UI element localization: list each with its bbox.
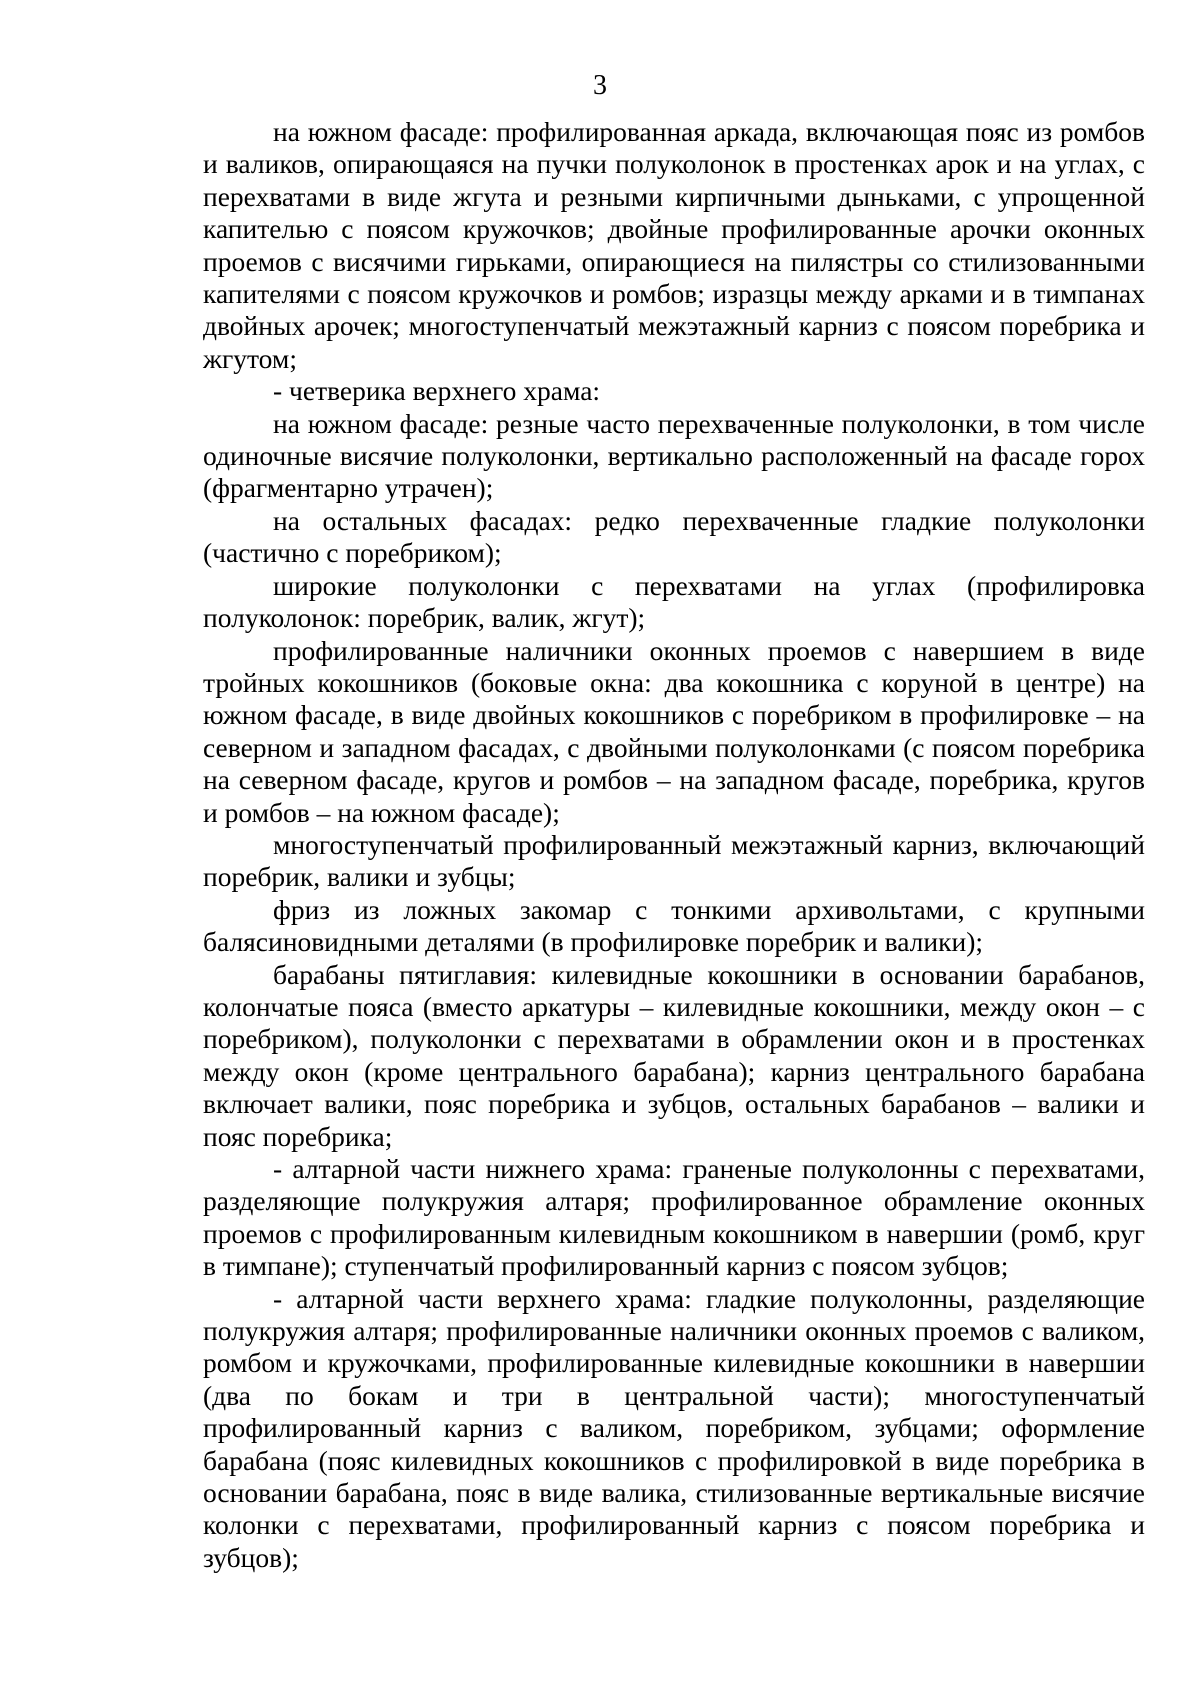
paragraph: многоступенчатый профилированный межэтажный карниз, включающий поребрик, валики и зубцы; — [203, 828, 1145, 893]
paragraph: барабаны пятиглавия: килевидные кокошники в основании барабанов, колончатые пояса (вместо аркатуры – килевидные кокошники, между окон – с поребриком), полуколонки с перехватами в обрамлении окон и в простенках между окон (кроме центрального барабана); карниз центрального барабана включает валики, пояс поребрика и зубцов, остальных барабанов – валики и пояс поребрика; — [203, 958, 1145, 1152]
paragraph: широкие полуколонки с перехватами на углах (профилировка полуколонок: поребрик, валик, жгут); — [203, 569, 1145, 634]
paragraph: на южном фасаде: профилированная аркада, включающая пояс из ромбов и валиков, опирающаяся на пучки полуколонок в простенках арок и на углах, с перехватами в виде жгута и резными кирпичными дыньками, с упрощенной капителью с поясом кружочков; двойные профилированные арочки оконных проемов с висячими гирьками, опирающиеся на пилястры со стилизованными капителями с поясом кружочков и ромбов; изразцы между арками и в тимпанах двойных арочек; многоступенчатый межэтажный карниз с поясом поребрика и жгутом; — [203, 116, 1145, 374]
document-body — [203, 116, 1145, 1574]
paragraph: на южном фасаде: резные часто перехваченные полуколонки, в том числе одиночные висячие полуколонки, вертикально расположенный на фасаде горох (фрагментарно утрачен); — [203, 407, 1145, 504]
page-number: 3 — [593, 70, 607, 101]
paragraph: фриз из ложных закомар с тонкими архивольтами, с крупными балясиновидными деталями (в профилировке поребрик и валики); — [203, 893, 1145, 958]
paragraph: - алтарной части нижнего храма: граненые полуколонны с перехватами, разделяющие полукружия алтаря; профилированное обрамление оконных проемов с профилированным килевидным кокошником в навершии (ромб, круг в тимпане); ступенчатый профилированный карниз с поясом зубцов; — [203, 1153, 1145, 1282]
paragraph: - четверика верхнего храма: — [273, 375, 601, 407]
paragraph: профилированные наличники оконных проемов с навершием в виде тройных кокошников (боковые окна: два кокошника с коруной в центре) на южном фасаде, в виде двойных кокошников с поребриком в профилировке – на северном и западном фасадах, с двойными полуколонками (с поясом поребрика на северном фасаде, кругов и ромбов – на западном фасаде, поребрика, кругов и ромбов – на южном фасаде); — [203, 634, 1145, 828]
paragraph: - алтарной части верхнего храма: гладкие полуколонны, разделяющие полукружия алтаря; профилированные наличники оконных проемов с валиком, ромбом и кружочками, профилированные килевидные кокошники в навершии (два по бокам и три в центральной части); многоступенчатый профилированный карниз с валиком, поребриком, зубцами; оформление барабана (пояс килевидных кокошников с профилировкой в виде поребрика в основании барабана, пояс в виде валика, стилизованные вертикальные висячие колонки с перехватами, профилированный карниз с поясом поребрика и зубцов); — [203, 1282, 1145, 1573]
paragraph: на остальных фасадах: редко перехваченные гладкие полуколонки (частично с поребриком); — [203, 504, 1145, 569]
